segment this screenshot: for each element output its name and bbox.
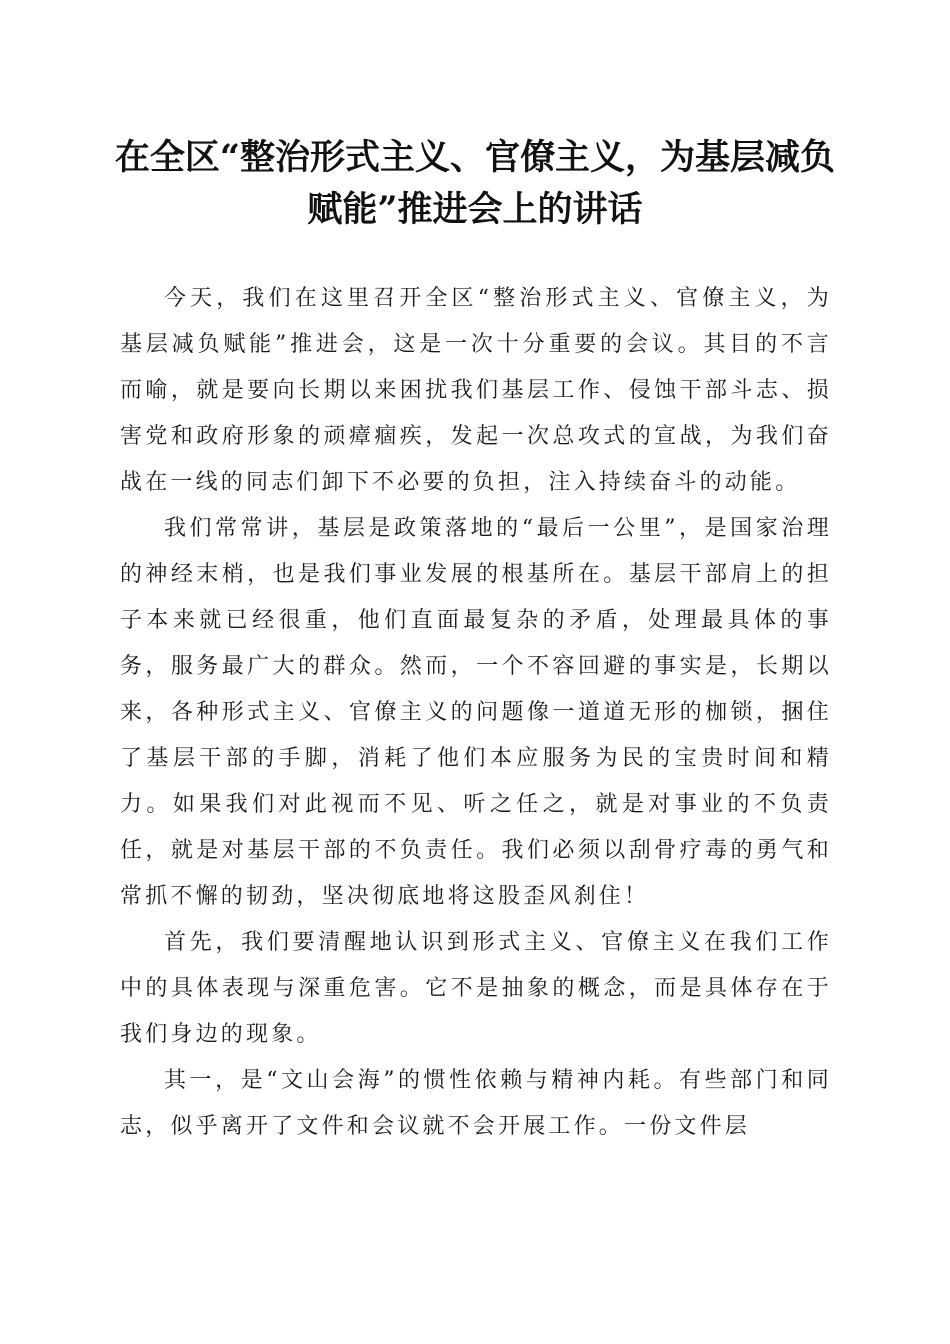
document-body xyxy=(120,276,832,1150)
paragraph: 其一，是“文山会海”的惯性依赖与精神内耗。有些部门和同志，似乎离开了文件和会议就不会开展工作。一份文件层 xyxy=(120,1068,832,1139)
document-title: 在全区“整治形式主义、官僚主义，为基层减负赋能”推进会上的讲话 xyxy=(114,137,836,230)
paragraph: 今天，我们在这里召开全区“整治形式主义、官僚主义，为基层减负赋能”推进会，这是一次十分重要的会议。其目的不言而喻，就是要向长期以来困扰我们基层工作、侵蚀干部斗志、损害党和政府形象的顽瘴痼疾，发起一次总攻式的宣战，为我们奋战在一线的同志们卸下不必要的负担，注入持续奋斗的动能。 xyxy=(120,286,832,495)
paragraph: 首先，我们要清醒地认识到形式主义、官僚主义在我们工作中的具体表现与深重危害。它不是抽象的概念，而是具体存在于我们身边的现象。 xyxy=(120,930,832,1047)
paragraph: 我们常常讲，基层是政策落地的“最后一公里”，是国家治理的神经末梢，也是我们事业发展的根基所在。基层干部肩上的担子本来就已经很重，他们直面最复杂的矛盾，处理最具体的事务，服务最广大的群众。然而，一个不容回避的事实是，长期以来，各种形式主义、官僚主义的问题像一道道无形的枷锁，捆住了基层干部的手脚，消耗了他们本应服务为民的宝贵时间和精力。如果我们对此视而不见、听之任之，就是对事业的不负责任，就是对基层干部的不负责任。我们必须以刮骨疗毒的勇气和常抓不懈的韧劲，坚决彻底地将这股歪风刹住！ xyxy=(120,516,832,909)
